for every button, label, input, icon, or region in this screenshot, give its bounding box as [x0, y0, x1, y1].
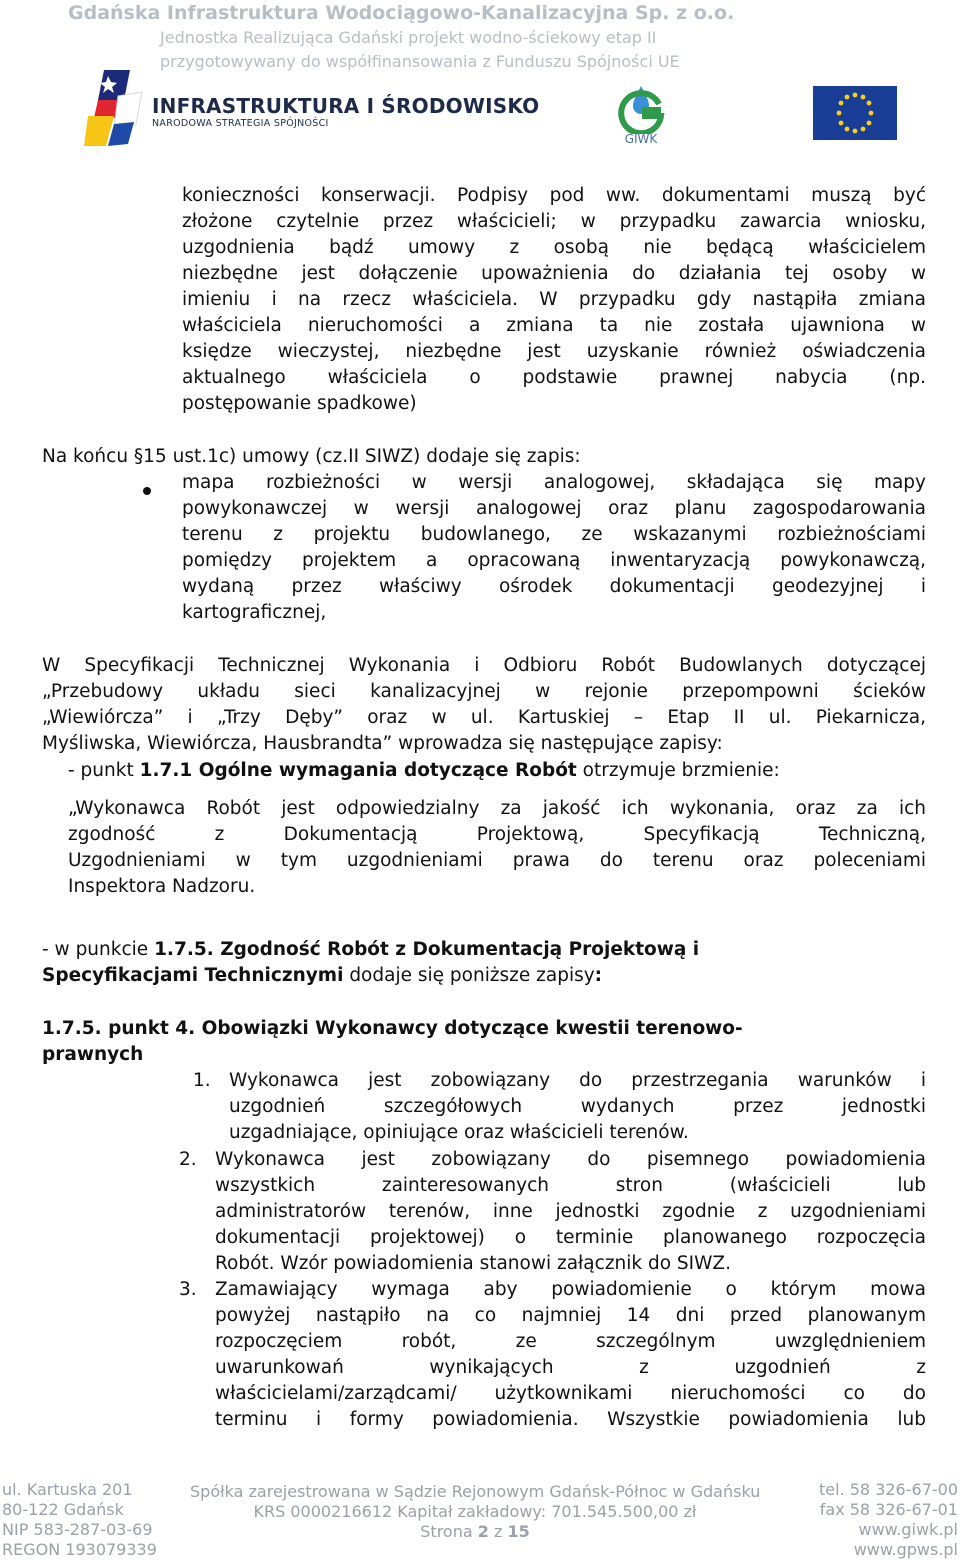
- list-item: [215, 1147, 926, 1277]
- giwk-logo: [613, 82, 669, 148]
- footer-page-number: [190, 1522, 760, 1542]
- text-line: złożone czytelnie przez właścicieli; w przypadku zawarcia wniosku,: [182, 211, 926, 232]
- footer-street: ul. Kartuska 201: [2, 1480, 133, 1499]
- water-drop-g-icon: [613, 82, 669, 134]
- text-line: właścicielami/zarządcami/ użytkownikami nieruchomości co do: [215, 1383, 926, 1404]
- text-line: Myśliwska, Wiewiórcza, Hausbrandta” wprowadza się następujące zapisy:: [42, 733, 723, 754]
- page-word: Strona: [420, 1522, 478, 1541]
- paragraph-w-punkcie-175: [42, 937, 812, 989]
- wpunkcie-colon: :: [594, 965, 603, 986]
- text-line: [42, 937, 812, 963]
- text-line: [42, 963, 812, 989]
- text-line: postępowanie spadkowe): [182, 393, 417, 414]
- text-line: „Przebudowy układu sieci kanalizacyjnej w rejonie przepompowni ścieków: [42, 681, 926, 702]
- text-line: imieniu i na rzecz właściciela. W przypadku gdy nastąpiła zmiana: [182, 289, 926, 310]
- wpunkcie-suffix: dodaje się poniższe zapisy: [343, 965, 595, 986]
- heading-line: 1.7.5. punkt 4. Obowiązki Wykonawcy dotyczące kwestii terenowo-: [42, 1018, 743, 1039]
- text-line: wydaną przez właściwy ośrodek dokumentacji geodezyjnej i: [182, 576, 926, 597]
- list-number: 2.: [179, 1149, 197, 1170]
- footer-krs: KRS 0000216612 Kapitał zakładowy: 701.545.500,00 zł: [253, 1502, 697, 1521]
- text-line: właściciela nieruchomości a zmiana ta nie została ujawniona w: [182, 315, 926, 336]
- text-line: wszystkich zainteresowanych stron (właścicieli lub: [215, 1175, 926, 1196]
- text-line: dokumentacji projektowej) o terminie planowanego rozpoczęcia: [215, 1227, 926, 1248]
- text-line: terminu i formy powiadomienia. Wszystkie powiadomienia lub: [215, 1409, 926, 1430]
- text-line: Wykonawca jest zobowiązany do przestrzegania warunków i: [229, 1070, 926, 1091]
- quote-wykonawca: [68, 796, 926, 900]
- eu-flag-logo: [813, 86, 897, 140]
- bullet-marker: [143, 487, 151, 495]
- wpunkcie-bold2: Specyfikacjami Technicznymi: [42, 965, 344, 986]
- eu-flag-icon: [813, 86, 897, 140]
- text-line: uwarunkowań wynikających z uzgodnień z: [215, 1357, 926, 1378]
- flag-emblem-icon: [84, 66, 146, 148]
- text-line: niezbędne jest dołączenie upoważnienia do działania tej osoby w: [182, 263, 926, 284]
- text-line: Inspektora Nadzoru.: [68, 876, 256, 897]
- giwk-label: GIWK: [624, 132, 658, 146]
- text-line: administratorów terenów, inne jednostki zgodnie z uzgodnieniami: [215, 1201, 926, 1222]
- text-line: powykonawczej w wersji analogowej oraz planu zagospodarowania: [182, 498, 926, 519]
- text-line: Uzgodnieniami w tym uzgodnieniami prawa do terenu oraz poleceniami: [68, 850, 926, 871]
- logo-title: INFRASTRUKTURA I ŚRODOWISKO: [152, 94, 540, 118]
- paragraph-punkt-171: [68, 758, 780, 784]
- footer-city: 80-122 Gdańsk: [2, 1500, 124, 1519]
- punkt-bold: 1.7.1 Ogólne wymagania dotyczące Robót: [139, 760, 577, 781]
- paragraph-specyfikacja: [42, 653, 926, 757]
- header-company-name: Gdańska Infrastruktura Wodociągowo-Kanalizacyjna Sp. z o.o.: [68, 2, 735, 24]
- text-line: „Wiewiórcza” i „Trzy Dęby” oraz w ul. Kartuskiej – Etap II ul. Piekarnicza,: [42, 707, 926, 728]
- text-line: konieczności konserwacji. Podpisy pod ww. dokumentami muszą być: [182, 185, 926, 206]
- page-of: z: [488, 1522, 508, 1541]
- wpunkcie-prefix: - w punkcie: [42, 939, 155, 960]
- text-line: uzgodnienia bądź umowy z osobą nie będącą właścicielem: [182, 237, 926, 258]
- text-line: kartograficznej,: [182, 602, 327, 623]
- text-line: mapa rozbieżności w wersji analogowej, składająca się mapy: [182, 472, 926, 493]
- footer-nip: NIP 583-287-03-69: [2, 1520, 153, 1539]
- footer-fax: fax 58 326-67-01: [819, 1500, 958, 1519]
- list-item: [215, 1277, 926, 1433]
- section-heading-175-4: [42, 1016, 743, 1068]
- footer-contact: [819, 1480, 958, 1560]
- text-line: rozpoczęciem robót, ze szczególnym uwzględnieniem: [215, 1331, 926, 1352]
- list-number: 3.: [179, 1279, 197, 1300]
- text-line: „Wykonawca Robót jest odpowiedzialny za jakość ich wykonania, oraz za ich: [68, 798, 926, 819]
- text-line: powyżej nastąpiło na co najmniej 14 dni przed planowanym: [215, 1305, 926, 1326]
- footer-www-gpws: www.gpws.pl: [853, 1540, 958, 1559]
- text-line: księdze wieczystej, niezbędne jest uzyskanie również oświadczenia: [182, 341, 926, 362]
- text-line: terenu z projektu budowlanego, ze wskazanymi rozbieżnościami: [182, 524, 926, 545]
- footer-www-giwk: www.giwk.pl: [858, 1520, 958, 1539]
- page-current: 2: [477, 1522, 489, 1541]
- text-line: uzgodnień szczegółowych wydanych przez jednostki: [229, 1096, 926, 1117]
- text-line: Zamawiający wymaga aby powiadomienie o którym mowa: [215, 1279, 926, 1300]
- text-line: Wykonawca jest zobowiązany do pisemnego powiadomienia: [215, 1149, 926, 1170]
- text-line: uzgadniające, opiniujące oraz właścicieli terenów.: [229, 1122, 689, 1143]
- footer-court: Spółka zarejestrowana w Sądzie Rejonowym Gdańsk-Północ w Gdańsku: [190, 1482, 761, 1501]
- logo-subtitle: NARODOWA STRATEGIA SPÓJNOŚCI: [152, 118, 329, 129]
- paragraph-signatures: [182, 183, 926, 417]
- footer-registration: [190, 1482, 760, 1542]
- text-line: pomiędzy projektem a opracowaną inwentaryzacją powykonawczą,: [182, 550, 926, 571]
- page-total: 15: [507, 1522, 530, 1541]
- punkt-prefix: - punkt: [68, 760, 140, 781]
- header-funding-note: przygotowywany do współfinansowania z Funduszu Spójności UE: [160, 52, 680, 71]
- infrastruktura-srodowisko-logo: [84, 64, 540, 150]
- list-item: [229, 1068, 926, 1146]
- text-line: Robót. Wzór powiadomienia stanowi załącznik do SIWZ.: [215, 1253, 731, 1274]
- heading-line: prawnych: [42, 1044, 144, 1065]
- text-line: aktualnego właściciela o podstawie prawnej nabycia (np.: [182, 367, 926, 388]
- paragraph-na-koncu: Na końcu §15 ust.1c) umowy (cz.II SIWZ) dodaje się zapis:: [42, 446, 581, 467]
- wpunkcie-bold1: 1.7.5. Zgodność Robót z Dokumentacją Projektową i: [154, 939, 700, 960]
- punkt-suffix: otrzymuje brzmienie:: [576, 760, 780, 781]
- footer-address: [2, 1480, 157, 1560]
- header-unit-name: Jednostka Realizująca Gdański projekt wodno-ściekowy etap II: [160, 28, 657, 47]
- footer-tel: tel. 58 326-67-00: [819, 1480, 958, 1499]
- text-line: W Specyfikacji Technicznej Wykonania i Odbioru Robót Budowlanych dotyczącej: [42, 655, 926, 676]
- list-number: 1.: [193, 1070, 211, 1091]
- bullet-item-mapa: [182, 470, 926, 626]
- footer-regon: REGON 193079339: [2, 1540, 157, 1559]
- text-line: zgodność z Dokumentacją Projektową, Specyfikacją Techniczną,: [68, 824, 926, 845]
